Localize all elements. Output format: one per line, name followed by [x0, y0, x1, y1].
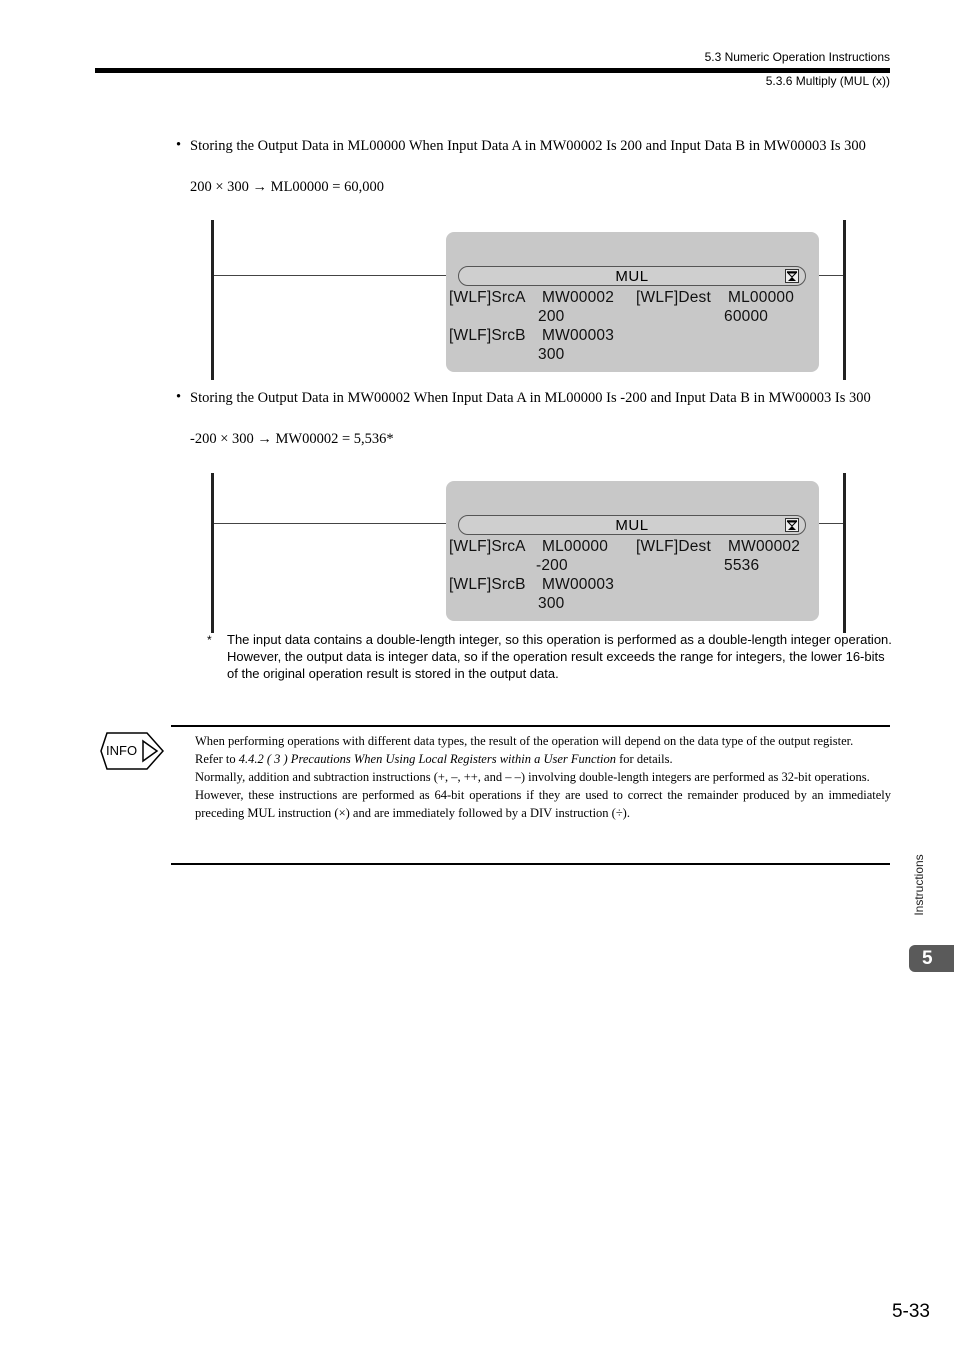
- src-b-register: MW00003: [542, 327, 615, 344]
- footnote-mark: *: [207, 633, 212, 647]
- src-a-value: 200: [538, 308, 565, 325]
- info-ref-prefix: Refer to: [195, 752, 239, 766]
- info-top-rule: [171, 725, 890, 727]
- function-header: [458, 515, 806, 535]
- src-a-register: ML00000: [542, 538, 609, 555]
- src-b-label: [WLF]SrcB: [449, 576, 526, 593]
- src-b-label: [WLF]SrcB: [449, 327, 526, 344]
- hourglass-icon: [785, 269, 799, 283]
- function-block[interactable]: [446, 232, 819, 372]
- chapter-tab: 5: [909, 945, 954, 972]
- dest-register: MW00002: [728, 538, 801, 555]
- info-ref-link[interactable]: 4.4.2 ( 3 ) Precautions When Using Local Registers within a User Function: [238, 752, 617, 766]
- right-power-rail: [843, 220, 846, 380]
- function-header: [458, 266, 806, 286]
- bullet-marker: •: [176, 137, 182, 153]
- function-name: MUL: [615, 268, 649, 285]
- src-a-value: -200: [536, 557, 568, 574]
- info-note: [195, 732, 891, 822]
- example-formula: 200 × 300 → ML00000 = 60,000: [190, 179, 384, 195]
- info-ref-suffix: for details.: [616, 752, 673, 766]
- dest-label: [WLF]Dest: [636, 538, 712, 555]
- info-pointer-icon: [99, 731, 165, 771]
- src-b-value: 300: [538, 346, 565, 363]
- function-name: MUL: [615, 517, 649, 534]
- page-number: 5-33: [891, 1301, 930, 1322]
- left-power-rail: [211, 220, 214, 380]
- function-block[interactable]: [446, 481, 819, 621]
- info-paragraph: Normally, addition and subtraction instructions (+, –, ++, and – –) involving double-length integers are performed as 32-bit operations.: [195, 770, 870, 784]
- hourglass-icon: [785, 518, 799, 532]
- input-wire: [214, 275, 458, 276]
- dest-value: 5536: [724, 557, 760, 574]
- ladder-diagram: [207, 473, 852, 635]
- info-reference: [195, 750, 891, 768]
- dest-label: [WLF]Dest: [636, 289, 712, 306]
- ladder-diagram: [207, 220, 852, 382]
- example-formula: -200 × 300 → MW00002 = 5,536*: [190, 431, 394, 447]
- header-rule: [95, 68, 890, 73]
- info-paragraph: When performing operations with different data types, the result of the operation will depend on the data type of the output register.: [195, 734, 854, 748]
- section-title: 5.3 Numeric Operation Instructions: [704, 50, 890, 64]
- info-bottom-rule: [171, 863, 890, 865]
- example-heading: Storing the Output Data in ML00000 When Input Data A in MW00002 Is 200 and Input Data B in MW00003 Is 300: [190, 138, 866, 154]
- right-power-rail: [843, 473, 846, 633]
- src-a-label: [WLF]SrcA: [449, 538, 526, 555]
- src-a-label: [WLF]SrcA: [449, 289, 526, 306]
- dest-value: 60000: [724, 308, 769, 325]
- subsection-title: 5.3.6 Multiply (MUL (x)): [765, 74, 890, 88]
- info-label: INFO: [106, 743, 138, 758]
- footnote-text: The input data contains a double-length integer, so this operation is performed as a double-length integer operation. However, the output data is integer data, so if the operation result exceeds the range for integers, the lower 16-bits of the original operation result is stored in the output data.: [227, 632, 892, 681]
- left-power-rail: [211, 473, 214, 633]
- src-b-value: 300: [538, 595, 565, 612]
- example-heading: Storing the Output Data in MW00002 When Input Data A in ML00000 Is -200 and Input Data B in MW00003 Is 300: [190, 390, 871, 406]
- src-b-register: MW00003: [542, 576, 615, 593]
- bullet-marker: •: [176, 389, 182, 405]
- input-wire: [214, 523, 458, 524]
- chapter-side-label: Instructions: [912, 854, 926, 916]
- dest-register: ML00000: [728, 289, 795, 306]
- info-paragraph: However, these instructions are performed as 64-bit operations if they are used to correct the remainder produced by an immediately preceding MUL instruction (×) and are immediately followed by a DIV instruction (÷).: [195, 788, 891, 820]
- src-a-register: MW00002: [542, 289, 615, 306]
